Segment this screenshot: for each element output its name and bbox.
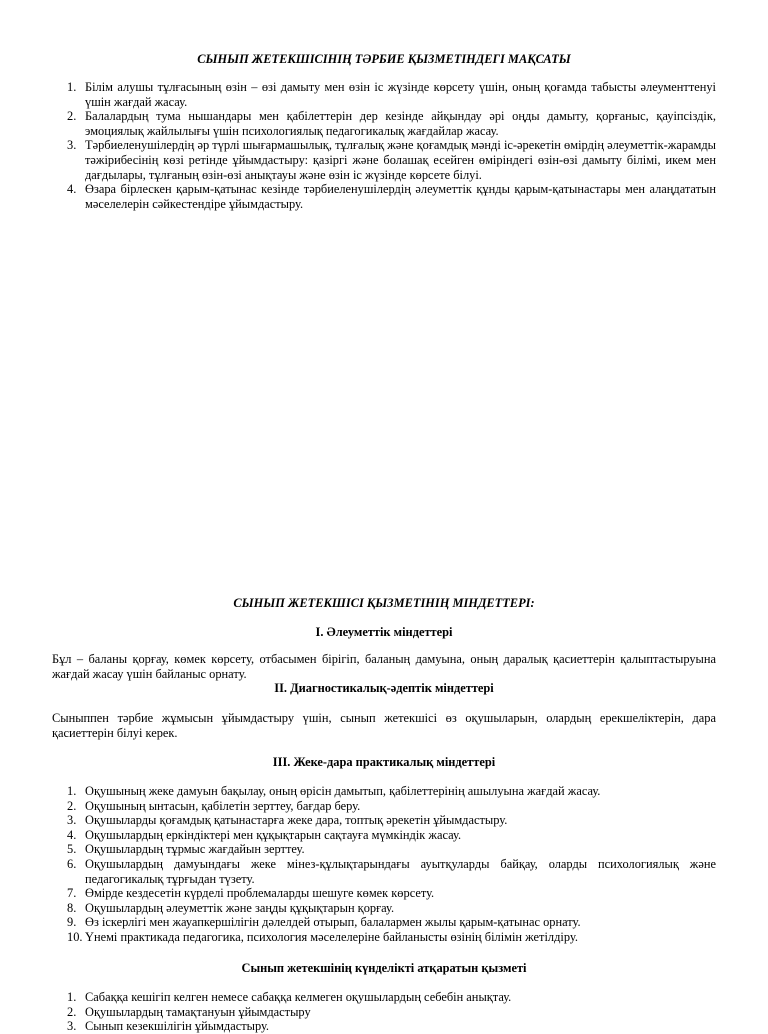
list-item-number: 6. [67, 856, 77, 871]
list-item [52, 80, 716, 109]
list-item [52, 138, 716, 182]
subsection2-title: ІІ. Диагностикалық-әдептік міндеттері [274, 681, 494, 695]
list-item-text: Оқушылардың еркіндіктері мен құқықтарын сақтауға мүмкіндік жасау. [85, 827, 462, 842]
list-item-text: Оқушылардың әлеуметтік және заңды құқықтарын қорғау. [85, 900, 395, 915]
list-item-text: Сынып кезекшілігін ұйымдастыру. [85, 1019, 270, 1034]
subsection4-daily-duties-list [52, 990, 716, 1034]
list-item [52, 901, 716, 916]
list-item-text: Оқушыларды қоғамдық қатынастарға жеке дара, топтық әрекетін ұйымдастыру. [85, 813, 508, 828]
list-item-text: Өмірде кездесетін күрделі проблемаларды шешуге көмек көрсету. [85, 886, 435, 901]
list-item-text: Тәрбиеленушілердің әр түрлі шығармашылық, тұлғалық және қоғамдық мәнді іс-әрекетін өмірдің әлеуметтік-жарамды тәжірибесінің көзі ретінде ұйымдастыру: қазіргі және болашақ есейген өміріндегі өзін-өзі дамыту білімі, икем мен дағдылары, тұлғаның өзін-өзі анықтауы және өзін іс жүзінде көрсете білуі. [85, 138, 716, 182]
subsection1-paragraph: Бұл – баланы қорғау, көмек көрсету, отбасымен бірігіп, баланың дамуына, оның даралық қасиеттерін қалыптастыруына жағдай жасау үшін байланыс орнату. [52, 652, 716, 681]
list-item-text: Білім алушы тұлғасының өзін – өзі дамыту мен өзін іс жүзінде көрсету үшін, оның қоғамда табысты әлеументтенуі үшін жағдай жасау. [85, 80, 716, 109]
list-item-text: Оқушылардың тұрмыс жағдайын зерттеу. [85, 842, 305, 857]
list-item-number: 5. [67, 842, 77, 857]
subsection3-task-list [52, 784, 716, 945]
list-item [52, 1019, 716, 1034]
list-item-text: Сабаққа кешігіп келген немесе сабаққа келмеген оқушылардың себебін анықтау. [85, 990, 512, 1004]
subsection2-paragraph: Сыныппен тәрбие жұмысын ұйымдастыру үшін, сынып жетекшісі өз оқушыларын, олардың ерекшеліктерін, дара қасиеттерін білуі керек. [52, 711, 716, 740]
list-item-number: 1. [67, 784, 77, 798]
list-item-number: 2. [67, 798, 77, 813]
list-item-number: 3. [67, 138, 77, 153]
list-item-number: 3. [67, 1019, 77, 1034]
list-item [52, 842, 716, 857]
list-item [52, 109, 716, 138]
list-item [52, 857, 716, 886]
list-item-number: 1. [67, 990, 77, 1004]
list-item-text: Оқушының жеке дамуын бақылау, оның өрісін дамытып, қабілеттерінің ашылуына жағдай жасау. [85, 784, 601, 798]
list-item [52, 990, 716, 1005]
list-item-text: Үнемі практикада педагогика, психология мәселелеріне байланысты өзінің білімін жетілдіру. [85, 929, 578, 944]
list-item [52, 828, 716, 843]
subsection3-title: ІІІ. Жеке-дара практикалық міндеттері [272, 755, 496, 769]
list-item-text: Оқушылардың тамақтануын ұйымдастыру [85, 1004, 311, 1019]
section2-title: СЫНЫП ЖЕТЕКШІСІ ҚЫЗМЕТІНІҢ МІНДЕТТЕРІ: [233, 596, 535, 610]
list-item-text: Оқушылардың дамуындағы жеке мінез-құлықтарындағы ауытқуларды байқау, оларды психологиялық және педагогикалық тұрғыдан түзету. [85, 856, 716, 886]
section1-goal-list [52, 80, 716, 211]
list-item [52, 799, 716, 814]
list-item-text: Өзара бірлескен қарым-қатынас кезінде тәрбиеленушілердің әлеуметтік құнды қарым-қатынастары мен алаңдататын мәселелерін сәйкестендіре ұйымдастыру. [85, 182, 716, 211]
list-item-number: 10. [67, 929, 83, 944]
list-item-text: Балалардың тума нышандары мен қабілеттерін дер кезінде айқындау әрі оңды дамыту, қорғаныс, қауіпсіздік, эмоциялық жайлылығы үшін психологиялық педагогикалық жағдайлар жасау. [85, 109, 716, 138]
list-item-text: Өз іскерлігі мен жауапкершілігін дәлелдей отырып, балалармен жылы қарым-қатынас орнату. [85, 915, 581, 930]
list-item-number: 4. [67, 182, 77, 197]
list-item-number: 9. [67, 915, 77, 930]
section1-title: СЫНЫП ЖЕТЕКШІСІНІҢ ТӘРБИЕ ҚЫЗМЕТІНДЕГІ МАҚСАТЫ [197, 52, 571, 66]
list-item [52, 182, 716, 211]
list-item-number: 7. [67, 886, 77, 901]
list-item-number: 8. [67, 900, 77, 915]
list-item [52, 886, 716, 901]
list-item-number: 3. [67, 813, 77, 828]
list-item [52, 930, 716, 945]
list-item [52, 784, 716, 799]
list-item-number: 2. [67, 1004, 77, 1019]
list-item-number: 1. [67, 80, 77, 94]
list-item [52, 1005, 716, 1020]
list-item [52, 915, 716, 930]
subsection1-title: І. Әлеуметтік міндеттері [315, 625, 453, 639]
subsection4-title: Сынып жетекшінің күнделікті атқаратын қызметі [241, 961, 527, 975]
list-item-text: Оқушының ынтасын, қабілетін зерттеу, бағдар беру. [85, 798, 361, 813]
list-item-number: 4. [67, 827, 77, 842]
list-item [52, 813, 716, 828]
list-item-number: 2. [67, 109, 77, 124]
